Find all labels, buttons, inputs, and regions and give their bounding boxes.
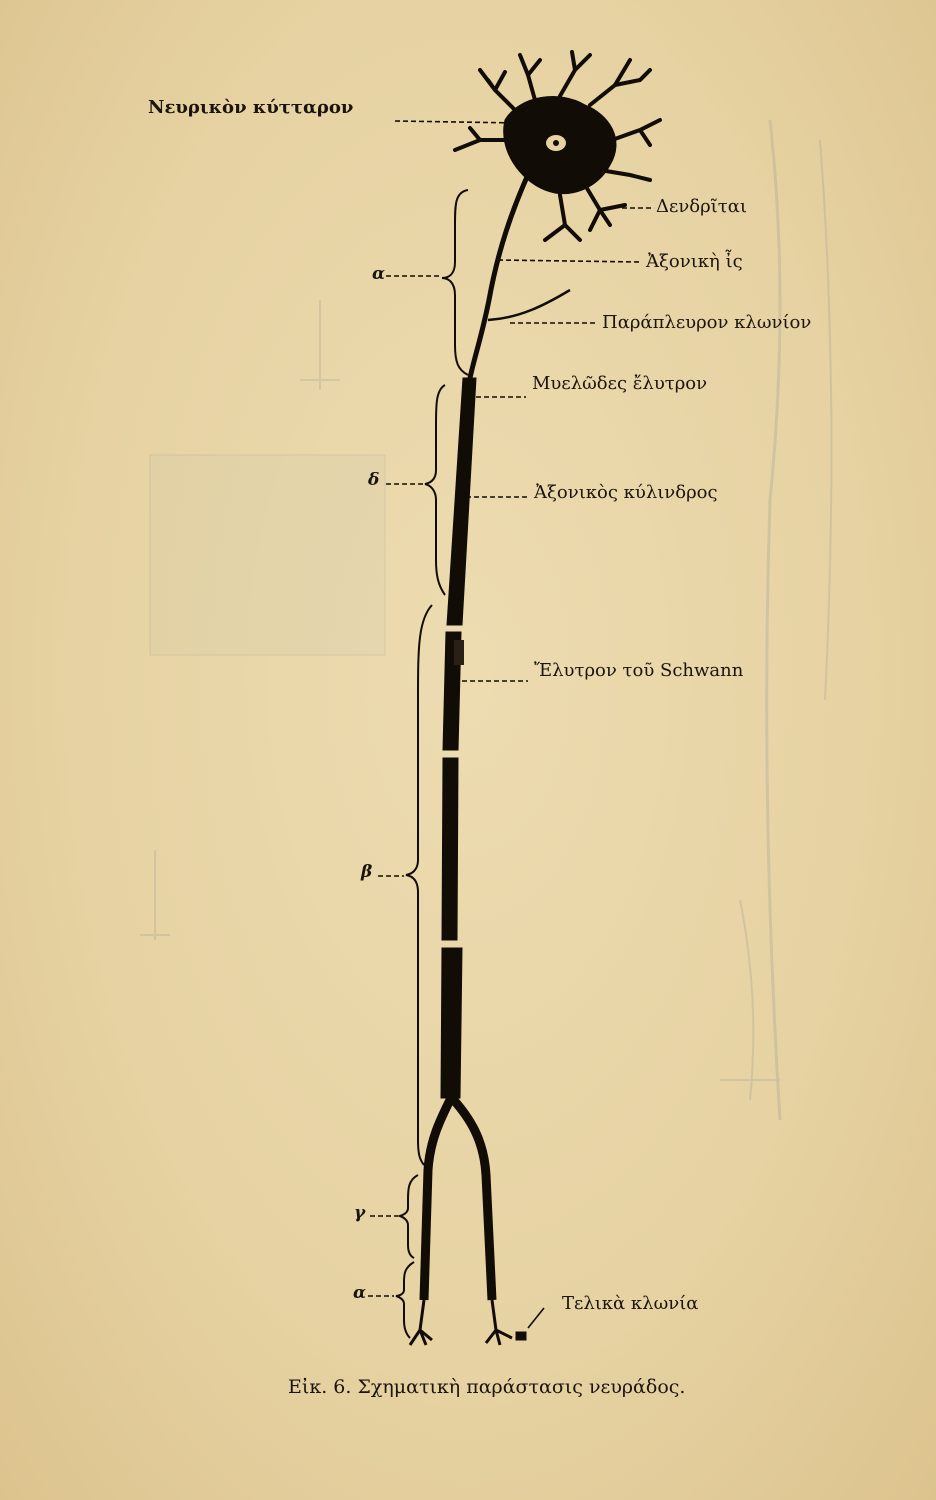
axon-initial	[470, 170, 530, 378]
label-axon-hillock: Ἀξονικὴ ἶς	[646, 251, 743, 272]
segment-letter-c: γ	[354, 1203, 366, 1223]
myelin-segment	[447, 378, 476, 625]
brace-b	[406, 605, 432, 1165]
myelin-segment	[441, 948, 462, 1098]
axon-fork	[424, 1098, 451, 1300]
label-dendrites: Δενδρῖται	[656, 196, 747, 217]
segment-letter-b: β	[361, 862, 373, 882]
terminal-tuft-left	[410, 1300, 432, 1345]
label-myelin-sheath: Μυελῶδες ἔλυτρον	[532, 373, 708, 394]
leader-nerve-cell	[395, 121, 520, 123]
label-schwann-sheath: Ἔλυτρον τοῦ Schwann	[534, 660, 744, 681]
leader-axon-hillock	[498, 260, 640, 262]
brace-a-bottom	[396, 1262, 414, 1338]
brace-d	[425, 385, 445, 595]
brace-a-top	[442, 190, 468, 375]
axon	[410, 170, 530, 1345]
cell-body	[504, 97, 616, 194]
segment-letter-a-top: α	[372, 264, 386, 284]
terminal-tuft-right	[486, 1300, 512, 1345]
label-terminal-branches: Τελικὰ κλωνία	[562, 1293, 699, 1314]
axon-fork	[452, 1098, 492, 1300]
collateral-branch	[488, 290, 570, 320]
leader-terminal	[528, 1308, 544, 1328]
leader-lines	[368, 121, 652, 1296]
label-nerve-cell: Νευρικὸν κύτταρον	[148, 97, 354, 118]
label-collateral: Παράπλευρον κλωνίον	[602, 312, 812, 333]
myelin-segment	[442, 758, 458, 940]
brace-c	[400, 1175, 418, 1258]
label-axis-cylinder: Ἀξονικὸς κύλινδρος	[534, 482, 718, 503]
figure-caption: Εἰκ. 6. Σχηματικὴ παράστασις νευράδος.	[288, 1376, 686, 1398]
segment-letter-a-bottom: α	[353, 1283, 367, 1303]
segment-letter-d: δ	[368, 470, 380, 490]
